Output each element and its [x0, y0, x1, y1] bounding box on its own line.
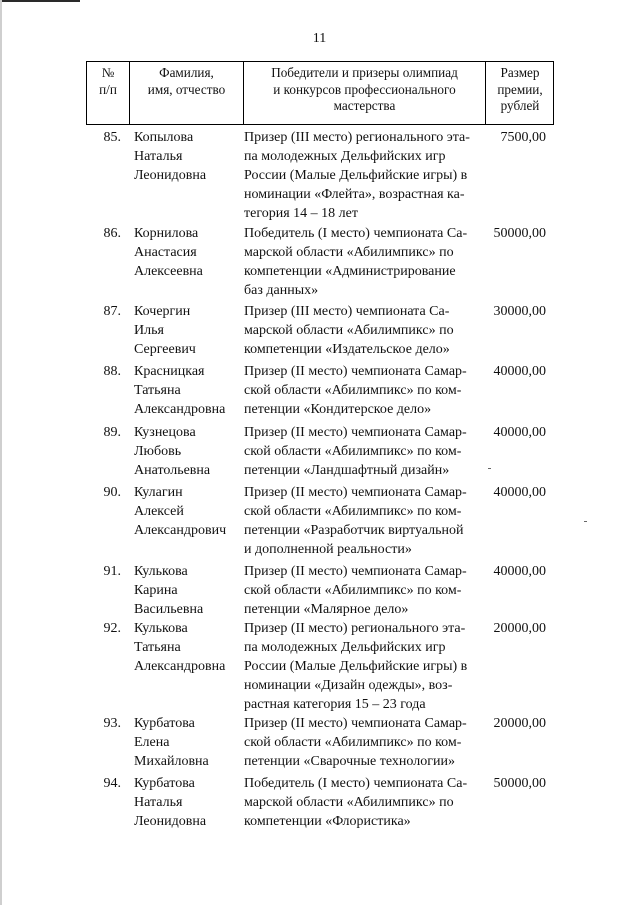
- description-line: ской области «Абилимпикс» по ком-: [244, 735, 462, 750]
- description-line: марской области «Абилимпикс» по: [244, 245, 454, 260]
- description-line: Призер (II место) чемпионата Самар-: [244, 716, 467, 731]
- description-line: компетенции «Флористика»: [244, 814, 411, 829]
- name-line: Красницкая: [134, 364, 205, 379]
- description-line: Призер (II место) чемпионата Самар-: [244, 485, 467, 500]
- description-line: России (Малые Дельфийские игры) в: [244, 168, 468, 183]
- row-number: 85.: [103, 130, 121, 145]
- achievement-description: [244, 483, 474, 559]
- person-name: [134, 362, 244, 419]
- description-line: па молодежных Дельфийских игр: [244, 149, 446, 164]
- name-line: Васильевна: [134, 602, 204, 617]
- scan-edge-top: [0, 0, 80, 2]
- prize-amount: 50000,00: [493, 776, 546, 791]
- achievement-description: [244, 362, 474, 419]
- achievement-description: [244, 714, 474, 771]
- description-line: номинации «Флейта», возрастная ка-: [244, 187, 465, 202]
- achievement-description: [244, 224, 474, 300]
- row-number: 86.: [103, 226, 121, 241]
- description-line: Призер (II место) чемпионата Самар-: [244, 425, 467, 440]
- description-line: компетенции «Издательское дело»: [244, 342, 450, 357]
- description-line: Призер (III место) чемпионата Са-: [244, 304, 450, 319]
- name-line: Анатольевна: [134, 463, 211, 478]
- name-line: Александрович: [134, 523, 227, 538]
- name-line: Наталья: [134, 795, 183, 810]
- achievement-description: [244, 302, 474, 359]
- description-line: Победитель (I место) чемпионата Са-: [244, 776, 468, 791]
- name-line: Карина: [134, 583, 178, 598]
- scan-speck: [488, 468, 491, 469]
- person-name: [134, 562, 244, 619]
- description-line: баз данных»: [244, 283, 319, 298]
- description-line: петенции «Сварочные технологии»: [244, 754, 455, 769]
- name-line: Александровна: [134, 402, 226, 417]
- name-line: Любовь: [134, 444, 182, 459]
- header-prize: Размер премии, рублей: [497, 65, 543, 113]
- scan-speck: [584, 521, 587, 522]
- name-line: Алексей: [134, 504, 184, 519]
- name-line: Леонидовна: [134, 814, 207, 829]
- name-line: Кулькова: [134, 564, 188, 579]
- description-line: номинации «Дизайн одежды», воз-: [244, 678, 453, 693]
- prize-amount: 7500,00: [500, 130, 546, 145]
- row-number: 89.: [103, 425, 121, 440]
- person-name: [134, 619, 244, 676]
- prize-amount: 40000,00: [493, 564, 546, 579]
- person-name: [134, 423, 244, 480]
- prize-amount: 50000,00: [493, 226, 546, 241]
- prize-amount: 20000,00: [493, 716, 546, 731]
- prize-amount: 40000,00: [493, 425, 546, 440]
- name-line: Копылова: [134, 130, 194, 145]
- prize-amount: 30000,00: [493, 304, 546, 319]
- description-line: и дополненной реальности»: [244, 542, 412, 557]
- achievement-description: [244, 423, 474, 480]
- description-line: петенции «Ландшафтный дизайн»: [244, 463, 450, 478]
- description-line: марской области «Абилимпикс» по: [244, 323, 454, 338]
- name-line: Кулагин: [134, 485, 183, 500]
- name-line: Елена: [134, 735, 170, 750]
- name-line: Курбатова: [134, 716, 195, 731]
- description-line: ской области «Абилимпикс» по ком-: [244, 504, 462, 519]
- row-number: 90.: [103, 485, 121, 500]
- row-number: 87.: [103, 304, 121, 319]
- person-name: [134, 302, 244, 359]
- description-line: петенции «Кондитерское дело»: [244, 402, 432, 417]
- description-line: компетенции «Администрирование: [244, 264, 456, 279]
- name-line: Леонидовна: [134, 168, 207, 183]
- description-line: марской области «Абилимпикс» по: [244, 795, 454, 810]
- description-line: тегория 14 – 18 лет: [244, 206, 358, 221]
- name-line: Наталья: [134, 149, 183, 164]
- name-line: Сергеевич: [134, 342, 196, 357]
- description-line: России (Малые Дельфийские игры) в: [244, 659, 468, 674]
- page-number: 11: [312, 31, 327, 46]
- person-name: [134, 714, 244, 771]
- header-achievement: Победители и призеры олимпиад и конкурсов профессионального мастерства: [271, 65, 458, 113]
- person-name: [134, 774, 244, 831]
- description-line: па молодежных Дельфийских игр: [244, 640, 446, 655]
- description-line: ской области «Абилимпикс» по ком-: [244, 383, 462, 398]
- row-number: 93.: [103, 716, 121, 731]
- header-num: № п/п: [99, 65, 117, 97]
- description-line: Победитель (I место) чемпионата Са-: [244, 226, 468, 241]
- description-line: петенции «Малярное дело»: [244, 602, 409, 617]
- person-name: [134, 224, 244, 281]
- description-line: петенции «Разработчик виртуальной: [244, 523, 464, 538]
- description-line: Призер (II место) чемпионата Самар-: [244, 564, 467, 579]
- row-number: 91.: [103, 564, 121, 579]
- person-name: [134, 483, 244, 540]
- person-name: [134, 128, 244, 185]
- achievement-description: [244, 774, 474, 831]
- description-line: ской области «Абилимпикс» по ком-: [244, 583, 462, 598]
- description-line: Призер (II место) чемпионата Самар-: [244, 364, 467, 379]
- description-line: Призер (II место) регионального эта-: [244, 621, 466, 636]
- name-line: Кузнецова: [134, 425, 196, 440]
- description-line: растная категория 15 – 23 года: [244, 697, 426, 712]
- name-line: Курбатова: [134, 776, 195, 791]
- name-line: Кочергин: [134, 304, 191, 319]
- achievement-description: [244, 128, 474, 223]
- name-line: Александровна: [134, 659, 226, 674]
- row-number: 88.: [103, 364, 121, 379]
- name-line: Татьяна: [134, 640, 181, 655]
- row-number: 92.: [103, 621, 121, 636]
- name-line: Татьяна: [134, 383, 181, 398]
- description-line: ской области «Абилимпикс» по ком-: [244, 444, 462, 459]
- header-name: Фамилия, имя, отчество: [147, 65, 226, 97]
- scan-edge-left: [0, 0, 2, 905]
- name-line: Корнилова: [134, 226, 199, 241]
- achievement-description: [244, 562, 474, 619]
- prize-amount: 40000,00: [493, 364, 546, 379]
- achievement-description: [244, 619, 474, 714]
- name-line: Михайловна: [134, 754, 209, 769]
- name-line: Илья: [134, 323, 164, 338]
- table-header: [86, 61, 554, 125]
- name-line: Алексеевна: [134, 264, 203, 279]
- prize-amount: 20000,00: [493, 621, 546, 636]
- prize-amount: 40000,00: [493, 485, 546, 500]
- description-line: Призер (III место) регионального эта-: [244, 130, 470, 145]
- name-line: Кулькова: [134, 621, 188, 636]
- name-line: Анастасия: [134, 245, 197, 260]
- row-number: 94.: [103, 776, 121, 791]
